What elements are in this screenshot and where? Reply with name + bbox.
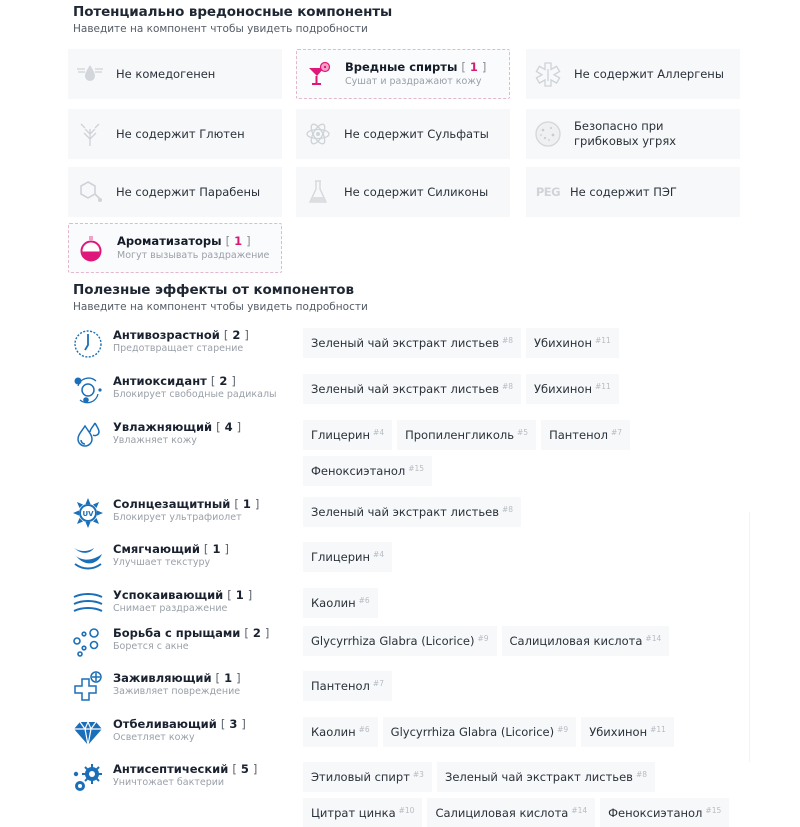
- uv-sun-icon: [72, 497, 104, 529]
- bracket: ]: [246, 234, 251, 248]
- ingredient-chip[interactable]: [303, 542, 392, 572]
- harmful-count: 1: [469, 60, 478, 74]
- ingredient-name: Зеленый чай экстракт листьев: [311, 336, 499, 350]
- ingredient-chips: [303, 717, 743, 753]
- ingredient-ref: #11: [594, 335, 611, 345]
- harmful-label-line2: грибковых угрях: [574, 134, 677, 148]
- ingredient-name: Каолин: [311, 725, 356, 739]
- effect-count: 3: [229, 717, 238, 731]
- ingredient-chips: [303, 588, 743, 624]
- ingredient-ref: #8: [501, 504, 514, 514]
- ingredient-ref: #3: [412, 769, 424, 779]
- ingredient-chips: [303, 374, 743, 410]
- ingredient-name: Феноксиэтанол: [608, 806, 703, 820]
- effect-info[interactable]: [113, 671, 303, 698]
- effect-description: Снимает раздражение: [113, 603, 228, 614]
- ingredient-name: Глицерин: [311, 550, 371, 564]
- atom-icon: [304, 120, 332, 148]
- svg-text:UV: UV: [82, 510, 94, 518]
- bracket: ]: [231, 374, 236, 388]
- ingredient-ref: #6: [358, 595, 370, 605]
- cocktail-icon: [305, 60, 333, 88]
- effect-info[interactable]: [113, 497, 303, 524]
- effect-description: Улучшает текстуру: [113, 557, 211, 568]
- ingredient-chip[interactable]: [383, 717, 577, 747]
- harmful-card-sulfates[interactable]: [296, 109, 510, 159]
- peg-icon: PEG: [535, 185, 561, 199]
- bacteria-icon: [72, 762, 104, 794]
- ingredient-ref: #15: [408, 463, 425, 473]
- effect-description: Заживляет повреждение: [113, 686, 241, 697]
- effect-name: Смягчающий: [113, 542, 200, 556]
- bracket: ]: [481, 60, 487, 74]
- effect-name: Успокаивающий: [113, 588, 224, 602]
- ingredient-ref: #10: [398, 805, 415, 815]
- bracket: ]: [236, 671, 241, 685]
- harmful-description: Сушат и раздражают кожу: [345, 76, 482, 87]
- effect-count: 4: [224, 420, 233, 434]
- bracket: [: [227, 588, 232, 602]
- ingredient-name: Пантенол: [549, 428, 608, 442]
- effect-name: Солнцезащитный: [113, 497, 231, 511]
- ingredient-name: Глицерин: [311, 428, 371, 442]
- ingredient-chip[interactable]: [303, 588, 378, 618]
- ingredient-chip[interactable]: [526, 374, 619, 404]
- antioxidant-icon: [72, 374, 104, 406]
- feather-icon: [72, 542, 104, 574]
- ingredient-chip[interactable]: [303, 626, 497, 656]
- ingredient-chips: [303, 626, 743, 662]
- benefits-subtitle: Наведите на компонент чтобы увидеть подробности: [73, 301, 368, 313]
- ingredient-chips: [303, 542, 743, 578]
- harmful-card-parabens[interactable]: [68, 167, 282, 217]
- ingredient-ref: #14: [645, 633, 662, 643]
- bracket: [: [244, 626, 249, 640]
- flask-icon: [304, 178, 332, 206]
- harmful-label-line1: Безопасно при: [574, 119, 664, 133]
- effect-description: Блокирует ультрафиолет: [113, 512, 242, 523]
- effect-info[interactable]: [113, 328, 303, 355]
- effect-info[interactable]: [113, 542, 303, 569]
- ingredient-name: Зеленый чай экстракт листьев: [444, 770, 633, 784]
- effect-description: Предотвращает старение: [113, 343, 244, 354]
- effect-description: Блокирует свободные радикалы: [113, 389, 277, 400]
- ingredient-chip[interactable]: [303, 497, 521, 527]
- ingredient-chip[interactable]: [397, 420, 536, 450]
- drops-icon: [72, 420, 104, 452]
- harmful-title: Потенциально вредоносные компоненты: [73, 4, 393, 20]
- ingredient-name: Пантенол: [311, 679, 370, 693]
- ingredient-name: Зеленый чай экстракт листьев: [311, 382, 499, 396]
- ingredient-name: Убихинон: [534, 336, 592, 350]
- effect-count: 1: [224, 671, 233, 685]
- ingredient-ref: #14: [571, 805, 588, 815]
- harmful-grid: [68, 49, 748, 274]
- ingredient-chip[interactable]: [303, 456, 432, 486]
- ingredient-chip[interactable]: [541, 420, 630, 450]
- ingredient-ref: #8: [501, 335, 514, 345]
- harmful-label: Не содержит Силиконы: [344, 184, 489, 199]
- healing-cross-icon: [72, 671, 104, 703]
- harmful-label: Не содержит Аллергены: [574, 66, 724, 81]
- ingredient-chips: [303, 497, 743, 533]
- ingredient-chip[interactable]: [303, 420, 392, 450]
- effect-name: Антивозрастной: [113, 328, 220, 342]
- effect-info[interactable]: [113, 374, 303, 401]
- ingredient-name: Убихинон: [589, 725, 648, 739]
- effect-name: Увлажняющий: [113, 420, 213, 434]
- ingredient-ref: #4: [373, 427, 385, 437]
- harmful-description: Могут вызывать раздражение: [117, 250, 270, 261]
- harmful-card-fragrance[interactable]: [68, 223, 282, 273]
- ingredient-ref: #9: [477, 633, 489, 643]
- ingredient-ref: #5: [517, 427, 529, 437]
- effect-name: Борьба с прыщами: [113, 626, 241, 640]
- ingredient-chip[interactable]: [303, 374, 521, 404]
- ingredient-ref: #6: [358, 724, 370, 734]
- diamond-icon: [72, 717, 104, 749]
- harmful-card-fungal[interactable]: [526, 109, 740, 159]
- harmful-label: Не содержит Парабены: [116, 184, 261, 199]
- harmful-label: Не содержит Глютен: [116, 126, 245, 141]
- ingredient-name: Glycyrrhiza Glabra (Licorice): [311, 634, 475, 648]
- ingredient-chip[interactable]: [437, 762, 655, 792]
- effect-count: 2: [219, 374, 228, 388]
- ingredient-name: Каолин: [311, 596, 356, 610]
- harmful-card-allergens[interactable]: [526, 49, 740, 99]
- bracket: [: [203, 542, 209, 556]
- ingredient-ref: #7: [610, 427, 623, 437]
- molecule-icon: [76, 178, 104, 206]
- bracket: ]: [254, 497, 260, 511]
- benefits-title: Полезные эффекты от компонентов: [73, 282, 354, 298]
- ingredient-ref: #4: [373, 549, 385, 559]
- harmful-card-silicones[interactable]: [296, 167, 510, 217]
- effect-description: Борется с акне: [113, 641, 189, 652]
- harmful-label: Не комедогенен: [116, 66, 216, 81]
- effect-info[interactable]: [113, 588, 303, 615]
- ingredient-chip[interactable]: [303, 328, 521, 358]
- effect-description: Осветляет кожу: [113, 732, 195, 743]
- bracket: ]: [264, 626, 270, 640]
- bracket: [: [210, 374, 216, 388]
- harmful-card-gluten[interactable]: [68, 109, 282, 159]
- bracket: [: [220, 717, 226, 731]
- ingredient-name: Цитрат цинка: [311, 806, 396, 820]
- harmful-count: 1: [234, 234, 243, 248]
- bubbles-icon: [72, 626, 104, 658]
- bracket: [: [216, 420, 221, 434]
- waves-icon: [72, 588, 104, 620]
- effect-info[interactable]: [113, 420, 303, 447]
- harmful-label: Не содержит ПЭГ: [570, 184, 677, 199]
- ingredient-chip[interactable]: [303, 762, 432, 792]
- ingredient-chips: [303, 420, 743, 492]
- ingredient-name: Пропиленгликоль: [405, 428, 515, 442]
- effect-name: Заживляющий: [113, 671, 212, 685]
- ingredient-ref: #11: [594, 381, 611, 391]
- ingredient-chip[interactable]: [526, 328, 619, 358]
- scroll-divider: [749, 512, 750, 762]
- effect-count: 5: [240, 762, 249, 776]
- effect-count: 2: [252, 626, 261, 640]
- ingredient-chips: [303, 328, 743, 364]
- bracket: ]: [236, 420, 242, 434]
- ingredient-name: Glycyrrhiza Glabra (Licorice): [390, 725, 555, 739]
- harmful-title-text: Вредные спирты: [345, 60, 458, 74]
- effect-name: Отбеливающий: [113, 717, 217, 731]
- benefits-section-header: [73, 281, 368, 314]
- ingredient-ref: #15: [705, 805, 722, 815]
- bracket: ]: [252, 762, 258, 776]
- ingredient-name: Салициловая кислота: [509, 634, 643, 648]
- bracket: [: [225, 234, 231, 248]
- ingredient-ref: #11: [650, 724, 666, 734]
- effect-info[interactable]: [113, 717, 303, 744]
- allergen-icon: [534, 60, 562, 88]
- harmful-subtitle: Наведите на компонент чтобы увидеть подробности: [73, 23, 368, 35]
- clock-icon: [72, 328, 104, 360]
- bracket: [: [232, 762, 237, 776]
- ingredient-chip[interactable]: [303, 717, 378, 747]
- ingredient-ref: #8: [501, 381, 514, 391]
- effect-name: Антиоксидант: [113, 374, 207, 388]
- effect-count: 1: [242, 497, 251, 511]
- ingredient-chips: [303, 762, 743, 827]
- harmful-card-peg[interactable]: [526, 167, 740, 217]
- ingredient-name: Убихинон: [534, 382, 592, 396]
- effect-description: Увлажняет кожу: [113, 435, 197, 446]
- comedogenic-icon: [76, 60, 104, 88]
- bracket: ]: [224, 542, 229, 556]
- effect-info[interactable]: [113, 626, 303, 653]
- effect-count: 1: [212, 542, 221, 556]
- bracket: [: [215, 671, 221, 685]
- effect-count: 2: [232, 328, 241, 342]
- bracket: [: [223, 328, 229, 342]
- effect-description: Уничтожает бактерии: [113, 777, 225, 788]
- harmful-card-comedogenic[interactable]: [68, 49, 282, 99]
- harmful-label: Не содержит Сульфаты: [344, 126, 489, 141]
- harmful-card-alcohols[interactable]: [296, 49, 510, 99]
- ingredient-chip[interactable]: [303, 798, 422, 827]
- ingredient-ref: #8: [635, 769, 647, 779]
- harmful-section: [73, 3, 392, 36]
- ingredient-chip[interactable]: [427, 798, 595, 827]
- bracket: ]: [247, 588, 253, 602]
- ingredient-ref: #7: [372, 678, 384, 688]
- ingredient-chip[interactable]: [303, 671, 392, 701]
- ingredient-chips: [303, 671, 743, 707]
- harmful-title-text: Ароматизаторы: [117, 234, 222, 248]
- wheat-icon: [76, 120, 104, 148]
- effect-name: Антисептический: [113, 762, 229, 776]
- ingredient-name: Зеленый чай экстракт листьев: [311, 505, 499, 519]
- bracket: ]: [241, 717, 246, 731]
- ingredient-name: Феноксиэтанол: [311, 464, 406, 478]
- ingredient-name: Этиловый спирт: [311, 770, 410, 784]
- bracket: [: [234, 497, 239, 511]
- bracket: ]: [244, 328, 249, 342]
- ingredient-name: Салициловая кислота: [435, 806, 569, 820]
- fungus-icon: [534, 120, 562, 148]
- effect-info[interactable]: [113, 762, 303, 789]
- effect-count: 1: [235, 588, 244, 602]
- ingredient-chip[interactable]: [600, 798, 729, 827]
- ingredient-ref: #9: [557, 724, 569, 734]
- perfume-icon: [77, 234, 105, 262]
- bracket: [: [461, 60, 466, 74]
- ingredient-chip[interactable]: [502, 626, 670, 656]
- ingredient-chip[interactable]: [581, 717, 674, 747]
